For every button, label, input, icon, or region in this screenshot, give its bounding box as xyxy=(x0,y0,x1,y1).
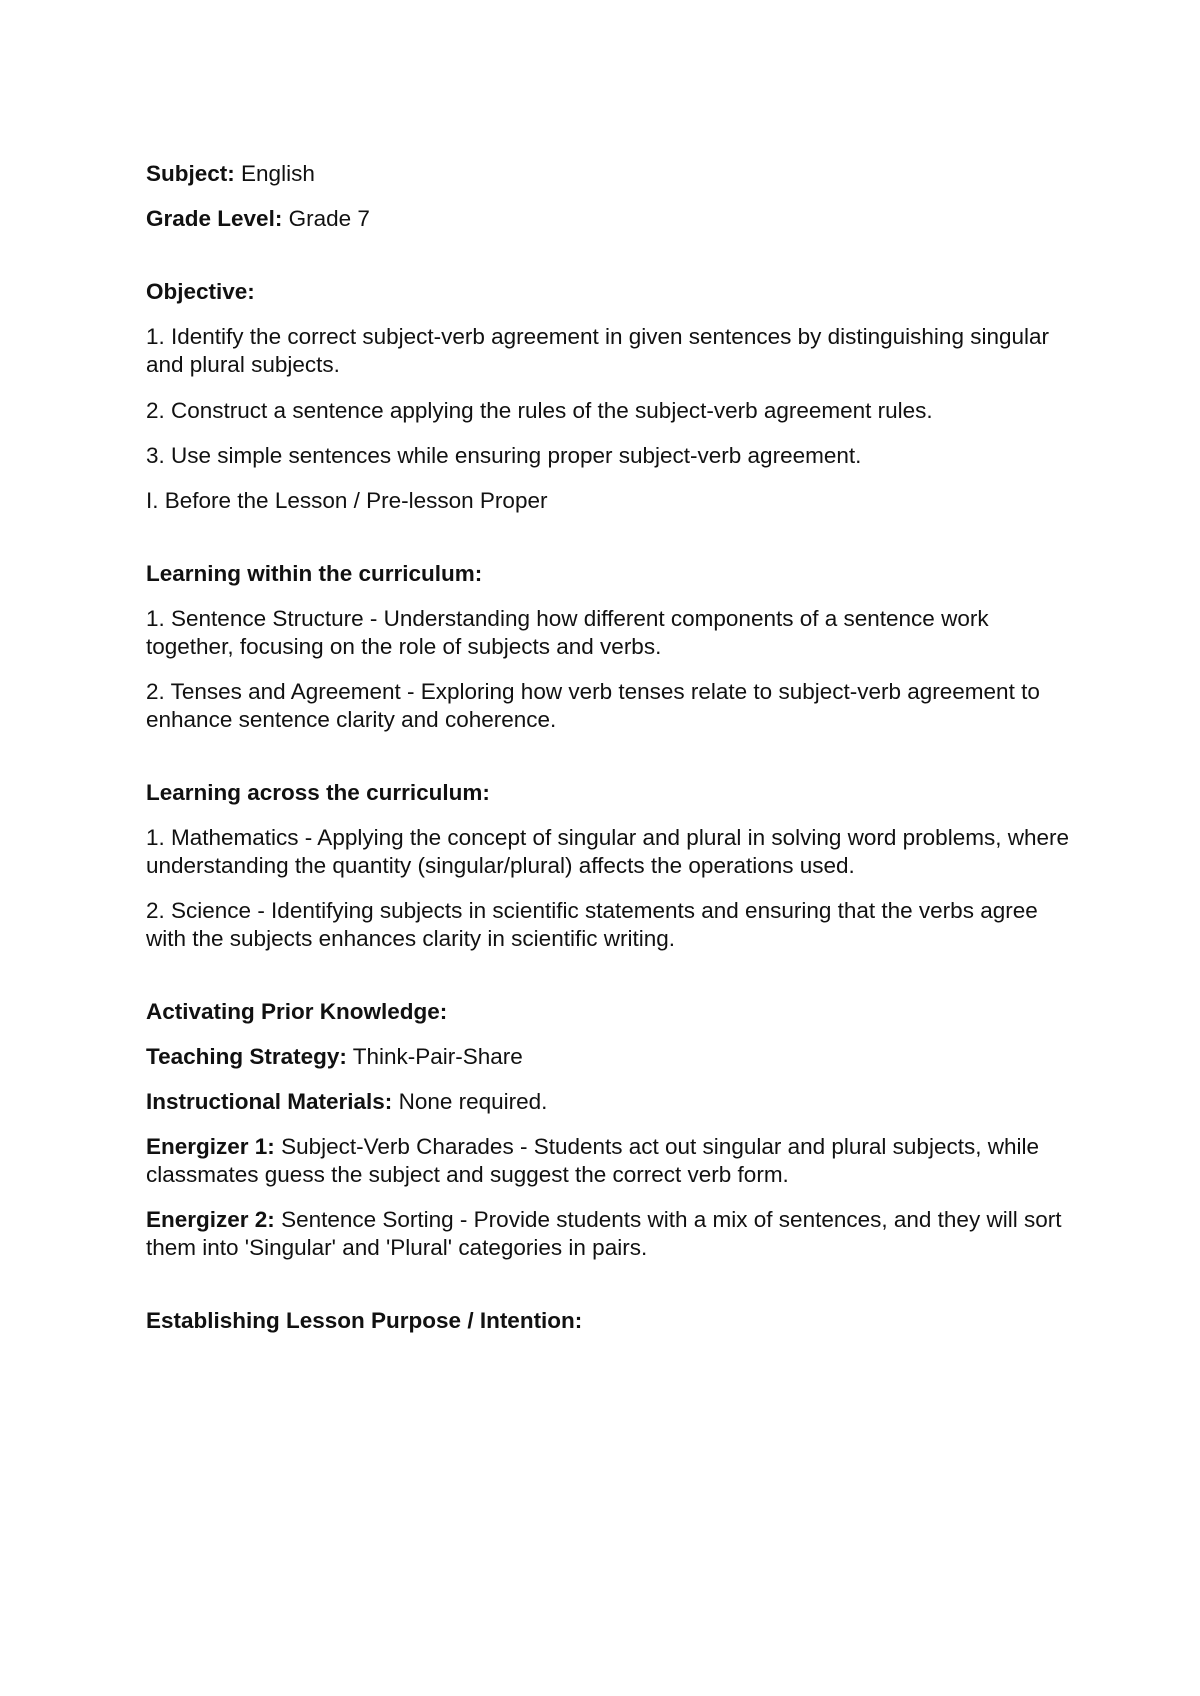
teaching-strategy-value: Think-Pair-Share xyxy=(352,1044,523,1069)
energizer-2-line xyxy=(146,1206,1076,1262)
energizer-1-value: Subject-Verb Charades - Students act out singular and plural subjects, while classmates guess the subject and suggest the correct verb form. xyxy=(146,1134,1039,1187)
objective-item-1: 1. Identify the correct subject-verb agreement in given sentences by distinguishing singular and plural subjects. xyxy=(146,324,1049,377)
lesson-plan-document xyxy=(146,160,1076,1335)
teaching-strategy-line xyxy=(146,1043,1076,1071)
within-item-2: 2. Tenses and Agreement - Exploring how verb tenses relate to subject-verb agreement to enhance sentence clarity and coherence. xyxy=(146,679,1040,732)
within-item-1: 1. Sentence Structure - Understanding how different components of a sentence work together, focusing on the role of subjects and verbs. xyxy=(146,606,989,659)
materials-label: Instructional Materials: xyxy=(146,1089,393,1114)
objective-item-4: I. Before the Lesson / Pre-lesson Proper xyxy=(146,488,548,513)
energizer-2-value: Sentence Sorting - Provide students with a mix of sentences, and they will sort them into 'Singular' and 'Plural' categories in pairs. xyxy=(146,1207,1062,1260)
subject-label: Subject: xyxy=(146,161,235,186)
energizer-1-line xyxy=(146,1133,1076,1189)
across-item-1: 1. Mathematics - Applying the concept of singular and plural in solving word problems, where understanding the quantity (singular/plural) affects the operations used. xyxy=(146,825,1069,878)
energizer-2-label: Energizer 2: xyxy=(146,1207,275,1232)
lesson-purpose-heading: Establishing Lesson Purpose / Intention: xyxy=(146,1308,583,1333)
within-heading: Learning within the curriculum: xyxy=(146,561,483,586)
across-heading: Learning across the curriculum: xyxy=(146,780,490,805)
objective-item-2: 2. Construct a sentence applying the rules of the subject-verb agreement rules. xyxy=(146,398,933,423)
across-item-2: 2. Science - Identifying subjects in scientific statements and ensuring that the verbs agree with the subjects enhances clarity in scientific writing. xyxy=(146,898,1038,951)
grade-line xyxy=(146,205,1076,233)
materials-line xyxy=(146,1088,1076,1116)
objective-item-3: 3. Use simple sentences while ensuring proper subject-verb agreement. xyxy=(146,443,862,468)
energizer-1-label: Energizer 1: xyxy=(146,1134,275,1159)
subject-value: English xyxy=(241,161,315,186)
prior-knowledge-heading: Activating Prior Knowledge: xyxy=(146,999,448,1024)
subject-line xyxy=(146,160,1076,188)
materials-value: None required. xyxy=(398,1089,548,1114)
grade-value: Grade 7 xyxy=(288,206,370,231)
objective-heading: Objective: xyxy=(146,279,255,304)
teaching-strategy-label: Teaching Strategy: xyxy=(146,1044,347,1069)
grade-label: Grade Level: xyxy=(146,206,283,231)
